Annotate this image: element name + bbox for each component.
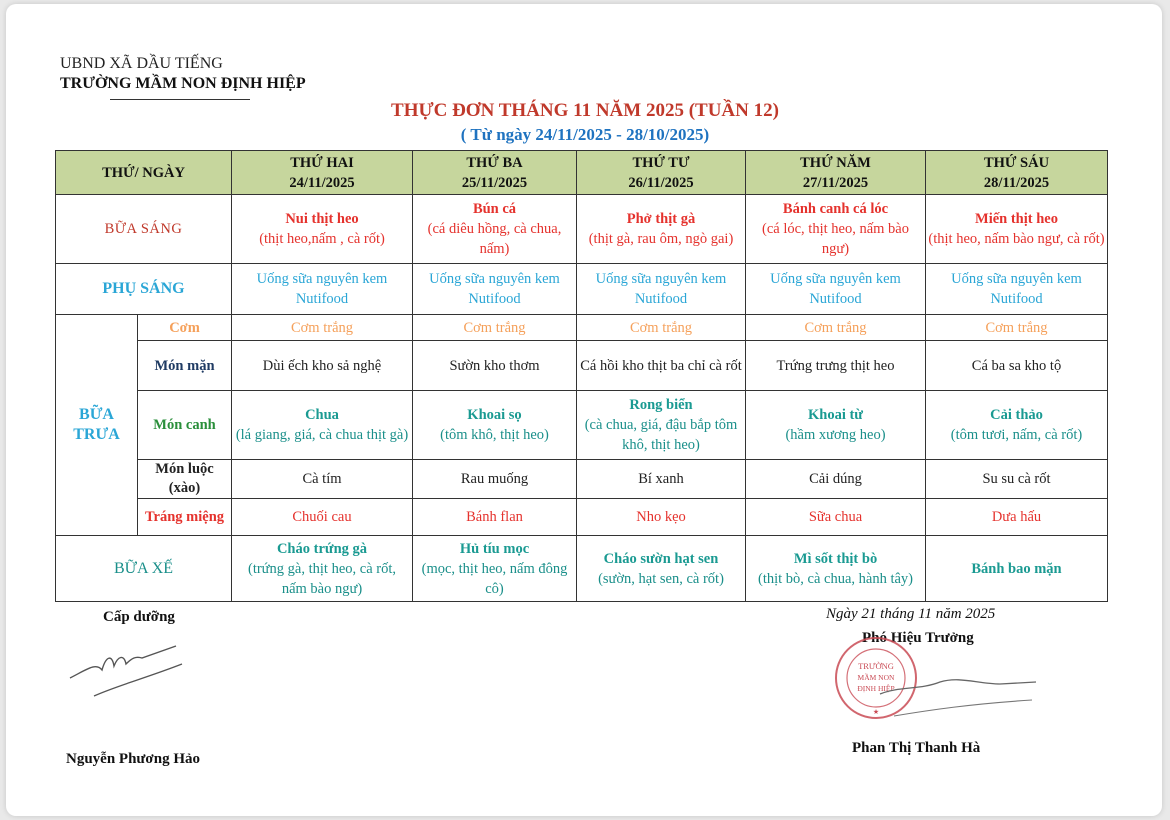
afternoon-snack-cell <box>577 536 746 602</box>
dish-name: Nui thịt heo <box>285 211 359 227</box>
main-dish-cell: Trứng trưng thịt heo <box>746 341 926 391</box>
afternoon-snack-cell <box>232 536 413 602</box>
dish-name: Bún cá <box>472 201 517 217</box>
menu-date-range: ( Từ ngày 24/11/2025 - 28/10/2025) <box>460 125 710 144</box>
dish-detail: (thịt heo, nấm bào ngư, cà rốt) <box>928 231 1105 247</box>
vice-principal-name: Phan Thị Thanh Hà <box>852 740 981 756</box>
morning-snack-cell: Uống sữa nguyên kem Nutifood <box>232 264 413 315</box>
soup-cell <box>413 391 577 460</box>
dish-name: Khoai từ <box>807 407 864 423</box>
soup-cell <box>926 391 1108 460</box>
morning-snack-label: PHỤ SÁNG <box>56 264 232 315</box>
main-dish-cell: Sườn kho thơm <box>413 341 577 391</box>
soup-cell <box>746 391 926 460</box>
dish-name: Khoai sọ <box>467 407 522 423</box>
dish-name: Bánh bao mặn <box>971 560 1062 577</box>
day-name: THỨ SÁU <box>983 154 1050 171</box>
day-header <box>926 151 1108 195</box>
boiled-dish-row <box>56 460 1108 499</box>
dish-detail: (trứng gà, thịt heo, cà rốt, nấm bào ngư) <box>248 560 396 597</box>
dessert-cell: Sữa chua <box>746 499 926 536</box>
boiled-dish-cell: Rau muống <box>413 460 577 499</box>
morning-snack-cell: Uống sữa nguyên kem Nutifood <box>577 264 746 315</box>
svg-text:★: ★ <box>872 708 880 716</box>
day-date: 24/11/2025 <box>289 174 355 191</box>
afternoon-snack-label: BỮA XẾ <box>56 536 232 602</box>
menu-table <box>55 150 1108 602</box>
dish-detail: (cá diêu hồng, cà chua, nấm) <box>427 221 562 257</box>
cook-name: Nguyễn Phương Hảo <box>66 751 200 767</box>
dish-name: Cải thảo <box>990 407 1043 423</box>
rice-cell: Cơm trắng <box>232 315 413 341</box>
corner-header: THỨ/ NGÀY <box>56 151 232 195</box>
boiled-dish-cell: Su su cà rốt <box>926 460 1108 499</box>
day-header <box>413 151 577 195</box>
soup-label: Món canh <box>138 391 232 460</box>
soup-cell <box>577 391 746 460</box>
breakfast-cell <box>413 195 577 264</box>
breakfast-cell <box>926 195 1108 264</box>
dish-detail: (lá giang, giá, cà chua thịt gà) <box>235 427 409 443</box>
breakfast-cell <box>577 195 746 264</box>
dish-detail: (thịt bò, cà chua, hành tây) <box>757 570 913 587</box>
soup-row <box>56 391 1108 460</box>
morning-snack-cell: Uống sữa nguyên kem Nutifood <box>413 264 577 315</box>
dish-name: Chua <box>305 407 339 423</box>
day-header <box>232 151 413 195</box>
main-dish-label: Món mặn <box>138 341 232 391</box>
svg-text:MẦM NON: MẦM NON <box>857 673 895 682</box>
dish-detail: (cá lóc, thịt heo, nấm bào ngư) <box>762 221 909 257</box>
lunch-label: BỮA TRƯA <box>56 315 138 536</box>
dish-detail: (sườn, hạt sen, cà rốt) <box>598 570 724 587</box>
day-name: THỨ NĂM <box>800 154 871 171</box>
boiled-dish-cell: Cà tím <box>232 460 413 499</box>
cook-role: Cấp dưỡng <box>103 609 175 625</box>
breakfast-row <box>56 195 1108 264</box>
school-name: TRƯỜNG MẦM NON ĐỊNH HIỆP <box>60 75 306 92</box>
cook-signature <box>66 634 186 702</box>
boiled-dish-cell: Cải dúng <box>746 460 926 499</box>
day-name: THỨ TƯ <box>632 154 690 171</box>
signing-date: Ngày 21 tháng 11 năm 2025 <box>826 606 996 622</box>
main-dish-row <box>56 341 1108 391</box>
svg-text:TRƯỜNG: TRƯỜNG <box>858 661 894 671</box>
soup-cell <box>232 391 413 460</box>
svg-text:ĐỊNH HIỆP: ĐỊNH HIỆP <box>857 684 895 693</box>
vice-principal-role: Phó Hiệu Trưởng <box>862 630 974 646</box>
menu-title: THỰC ĐƠN THÁNG 11 NĂM 2025 (TUẦN 12) <box>391 100 779 121</box>
day-name: THỨ HAI <box>290 154 354 171</box>
afternoon-snack-cell <box>413 536 577 602</box>
morning-snack-cell: Uống sữa nguyên kem Nutifood <box>746 264 926 315</box>
dessert-cell: Nho kẹo <box>577 499 746 536</box>
morning-snack-cell: Uống sữa nguyên kem Nutifood <box>926 264 1108 315</box>
rice-cell: Cơm trắng <box>577 315 746 341</box>
dish-detail: (mọc, thịt heo, nấm đông cô) <box>421 560 568 597</box>
breakfast-label: BỮA SÁNG <box>56 195 232 264</box>
dish-detail: (thịt gà, rau ôm, ngò gai) <box>588 231 734 247</box>
dish-name: Cháo trứng gà <box>276 540 368 557</box>
dish-name: Hủ tíu mọc <box>459 540 530 557</box>
afternoon-snack-row <box>56 536 1108 602</box>
rice-label: Cơm <box>138 315 232 341</box>
dish-detail: (tôm khô, thịt heo) <box>440 427 549 443</box>
day-date: 25/11/2025 <box>461 174 528 191</box>
main-dish-cell: Cá ba sa kho tộ <box>926 341 1108 391</box>
day-name: THỨ BA <box>466 154 523 171</box>
vice-principal-signature <box>857 660 1040 720</box>
morning-snack-row <box>56 264 1108 315</box>
day-header-row <box>56 151 1108 195</box>
boiled-dish-label: Món luộc (xào) <box>138 460 232 499</box>
dish-name: Phở thịt gà <box>626 211 696 227</box>
rice-cell: Cơm trắng <box>926 315 1108 341</box>
dish-name: Cháo sườn hạt sen <box>603 550 719 567</box>
dessert-label: Tráng miệng <box>138 499 232 536</box>
main-dish-cell: Dùi ếch kho sả nghệ <box>232 341 413 391</box>
dish-detail: (tôm tươi, nấm, cà rốt) <box>950 427 1083 443</box>
dish-detail: (thịt heo,nấm , cà rốt) <box>259 231 385 247</box>
dish-name: Bánh canh cá lóc <box>782 201 889 217</box>
rice-cell: Cơm trắng <box>413 315 577 341</box>
breakfast-cell <box>232 195 413 264</box>
dessert-row <box>56 499 1108 536</box>
dish-name: Rong biển <box>629 397 693 413</box>
day-date: 26/11/2025 <box>628 174 694 191</box>
breakfast-cell <box>746 195 926 264</box>
dessert-cell: Dưa hấu <box>926 499 1108 536</box>
afternoon-snack-cell <box>746 536 926 602</box>
dessert-cell: Bánh flan <box>413 499 577 536</box>
dish-name: Mì sốt thịt bò <box>793 550 878 567</box>
day-date: 28/11/2025 <box>983 174 1050 191</box>
boiled-dish-cell: Bí xanh <box>577 460 746 499</box>
day-header <box>746 151 926 195</box>
day-date: 27/11/2025 <box>802 174 869 191</box>
dessert-cell: Chuối cau <box>232 499 413 536</box>
main-dish-cell: Cá hồi kho thịt ba chỉ cà rốt <box>577 341 746 391</box>
dish-name: Miến thịt heo <box>975 211 1058 227</box>
dish-detail: (hầm xương heo) <box>785 427 886 443</box>
day-header <box>577 151 746 195</box>
afternoon-snack-cell <box>926 536 1108 602</box>
dish-detail: (cà chua, giá, đậu bắp tôm khô, thịt heo) <box>584 417 738 453</box>
authority-name: UBND XÃ DẦU TIẾNG <box>60 55 223 72</box>
rice-cell: Cơm trắng <box>746 315 926 341</box>
rice-row <box>56 315 1108 341</box>
